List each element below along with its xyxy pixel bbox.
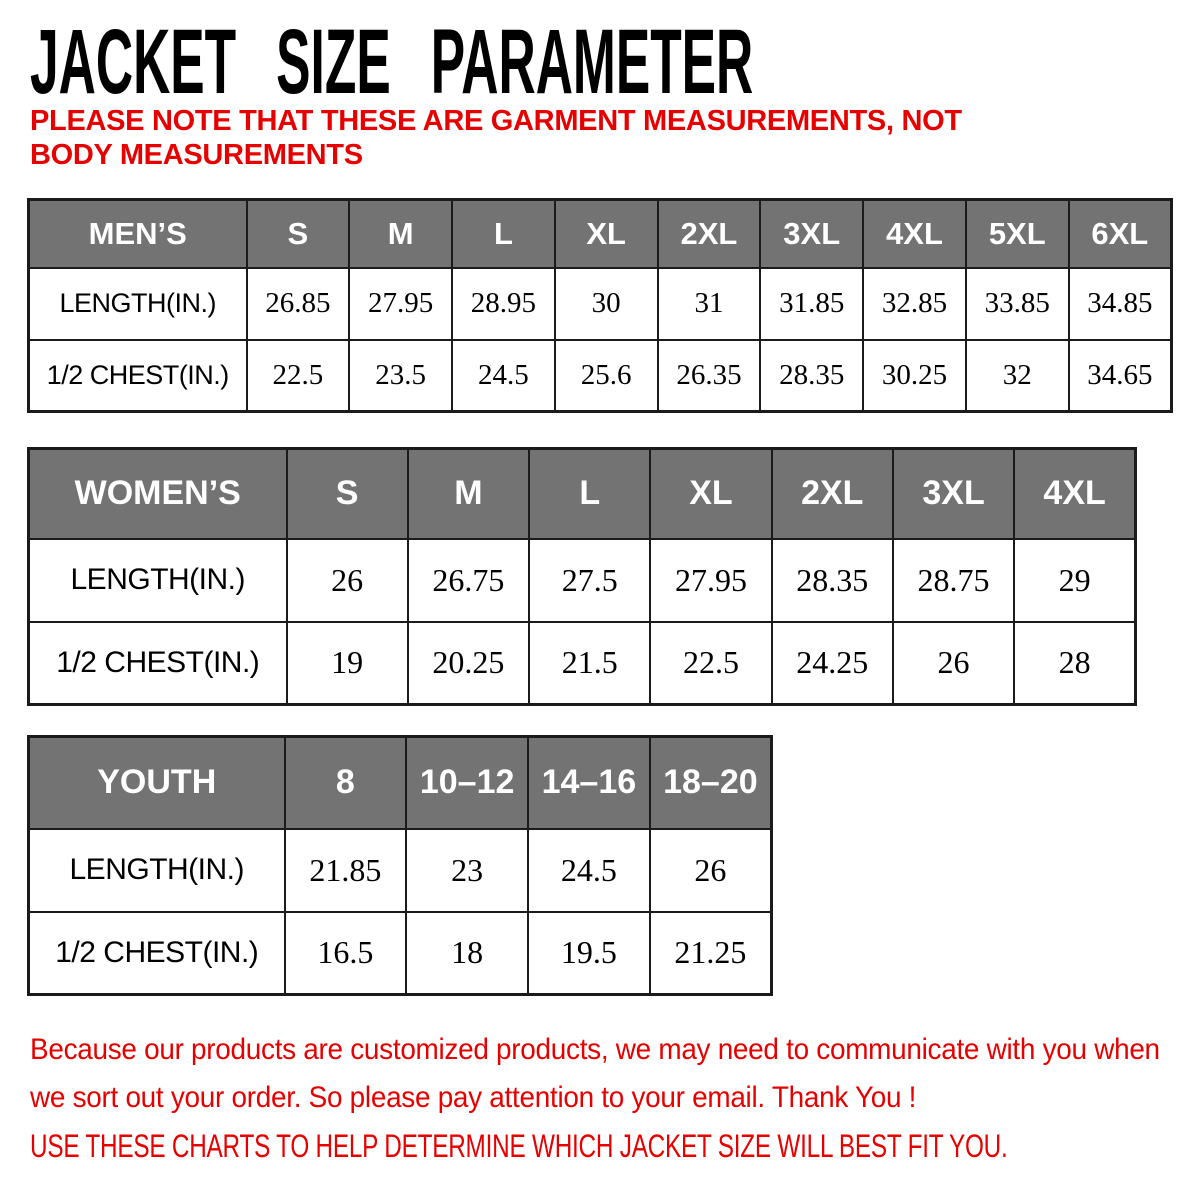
- measurement-value: 27.95: [650, 539, 771, 622]
- size-column-header: 3XL: [760, 200, 863, 268]
- measurement-row: [29, 829, 772, 912]
- size-column-header: 4XL: [1014, 449, 1135, 539]
- measurement-value: 24.25: [772, 622, 893, 705]
- size-column-header: L: [452, 200, 555, 268]
- measurement-row-label: LENGTH(IN.): [29, 829, 285, 912]
- size-column-header: 2XL: [658, 200, 761, 268]
- mens-size-table: [27, 198, 1173, 413]
- size-column-header: L: [529, 449, 650, 539]
- measurement-value: 29: [1014, 539, 1135, 622]
- measurement-value: 28.35: [760, 340, 863, 412]
- measurement-value: 20.25: [408, 622, 529, 705]
- measurement-value: 23: [406, 829, 528, 912]
- garment-measurement-note: PLEASE NOTE THAT THESE ARE GARMENT MEASUREMENTS, NOT BODY MEASUREMENTS: [30, 105, 962, 172]
- measurement-value: 28.95: [452, 268, 555, 340]
- measurement-row: [29, 539, 1136, 622]
- page-title: [30, 11, 754, 113]
- measurement-value: 26.75: [408, 539, 529, 622]
- size-column-header: 4XL: [863, 200, 966, 268]
- measurement-row-label: LENGTH(IN.): [29, 268, 247, 340]
- measurement-value: 22.5: [247, 340, 350, 412]
- customization-notice: Because our products are customized products, we may need to communicate with you when we sort out your order. So please pay attention to your email. Thank You !: [30, 1033, 1160, 1114]
- measurement-value: 27.95: [349, 268, 452, 340]
- size-column-header: 8: [285, 737, 407, 829]
- size-column-header: XL: [555, 200, 658, 268]
- measurement-value: 28.35: [772, 539, 893, 622]
- size-table: [27, 735, 773, 996]
- measurement-value: 26: [650, 829, 772, 912]
- size-header-row: [29, 449, 1136, 539]
- table-name-header: YOUTH: [29, 737, 285, 829]
- measurement-value: 28.75: [893, 539, 1014, 622]
- size-column-header: S: [287, 449, 408, 539]
- measurement-value: 31: [658, 268, 761, 340]
- size-header-row: [29, 200, 1172, 268]
- measurement-value: 26: [893, 622, 1014, 705]
- measurement-value: 24.5: [528, 829, 650, 912]
- size-column-header: 3XL: [893, 449, 1014, 539]
- measurement-value: 16.5: [285, 912, 407, 995]
- measurement-value: 28: [1014, 622, 1135, 705]
- measurement-row: [29, 912, 772, 995]
- measurement-row: [29, 622, 1136, 705]
- measurement-value: 23.5: [349, 340, 452, 412]
- measurement-value: 19.5: [528, 912, 650, 995]
- measurement-value: 18: [406, 912, 528, 995]
- measurement-row-label: 1/2 CHEST(IN.): [29, 340, 247, 412]
- size-column-header: M: [349, 200, 452, 268]
- size-table: [27, 198, 1173, 413]
- measurement-row: [29, 268, 1172, 340]
- measurement-value: 33.85: [966, 268, 1069, 340]
- measurement-value: 27.5: [529, 539, 650, 622]
- measurement-value: 24.5: [452, 340, 555, 412]
- size-column-header: XL: [650, 449, 771, 539]
- size-column-header: M: [408, 449, 529, 539]
- youth-size-table: [27, 735, 773, 993]
- measurement-value: 30: [555, 268, 658, 340]
- size-column-header: S: [247, 200, 350, 268]
- measurement-row-label: 1/2 CHEST(IN.): [29, 622, 287, 705]
- size-table: [27, 447, 1137, 706]
- size-column-header: 10–12: [406, 737, 528, 829]
- measurement-value: 25.6: [555, 340, 658, 412]
- size-column-header: 6XL: [1069, 200, 1172, 268]
- womens-size-table: [27, 447, 1137, 703]
- measurement-value: 26: [287, 539, 408, 622]
- size-column-header: 18–20: [650, 737, 772, 829]
- measurement-value: 26.35: [658, 340, 761, 412]
- size-column-header: 14–16: [528, 737, 650, 829]
- measurement-value: 21.25: [650, 912, 772, 995]
- measurement-value: 19: [287, 622, 408, 705]
- measurement-value: 32: [966, 340, 1069, 412]
- measurement-row: [29, 340, 1172, 412]
- measurement-value: 34.85: [1069, 268, 1172, 340]
- measurement-row-label: LENGTH(IN.): [29, 539, 287, 622]
- table-name-header: MEN’S: [29, 200, 247, 268]
- measurement-value: 21.5: [529, 622, 650, 705]
- measurement-value: 26.85: [247, 268, 350, 340]
- measurement-value: 21.85: [285, 829, 407, 912]
- measurement-value: 30.25: [863, 340, 966, 412]
- measurement-value: 32.85: [863, 268, 966, 340]
- measurement-row-label: 1/2 CHEST(IN.): [29, 912, 285, 995]
- fit-advice: USE THESE CHARTS TO HELP DETERMINE WHICH JACKET SIZE WILL BEST FIT YOU.: [30, 1128, 1008, 1164]
- measurement-value: 34.65: [1069, 340, 1172, 412]
- table-name-header: WOMEN’S: [29, 449, 287, 539]
- size-column-header: 5XL: [966, 200, 1069, 268]
- size-header-row: [29, 737, 772, 829]
- measurement-value: 31.85: [760, 268, 863, 340]
- size-column-header: 2XL: [772, 449, 893, 539]
- page-title-text: JACKET SIZE PARAMETER: [30, 11, 754, 113]
- measurement-value: 22.5: [650, 622, 771, 705]
